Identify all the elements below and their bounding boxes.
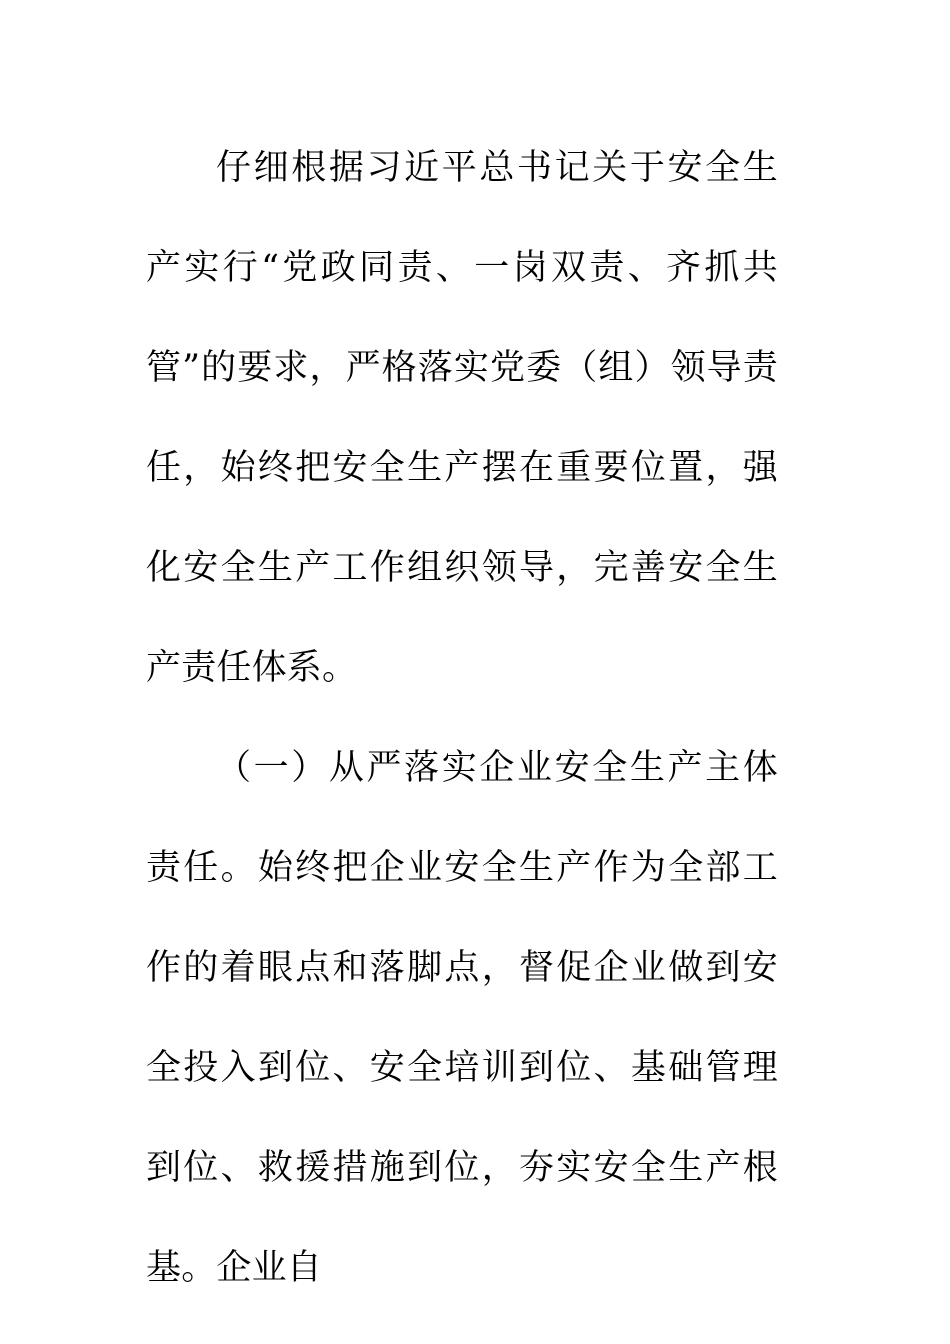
paragraph-1: 仔细根据习近平总书记关于安全生产实行“党政同责、一岗双责、齐抓共管”的要求，严格落实党委（组）领导责任，始终把安全生产摆在重要位置，强化安全生产工作组织领导，完善安全生产责任体系。 — [146, 148, 778, 688]
document-body — [146, 118, 778, 1318]
paragraph-2: （一）从严落实企业安全生产主体责任。始终把企业安全生产作为全部工作的着眼点和落脚点，督促企业做到安全投入到位、安全培训到位、基础管理到位、救援措施到位，夯实安全生产根基。企业自 — [146, 748, 778, 1288]
